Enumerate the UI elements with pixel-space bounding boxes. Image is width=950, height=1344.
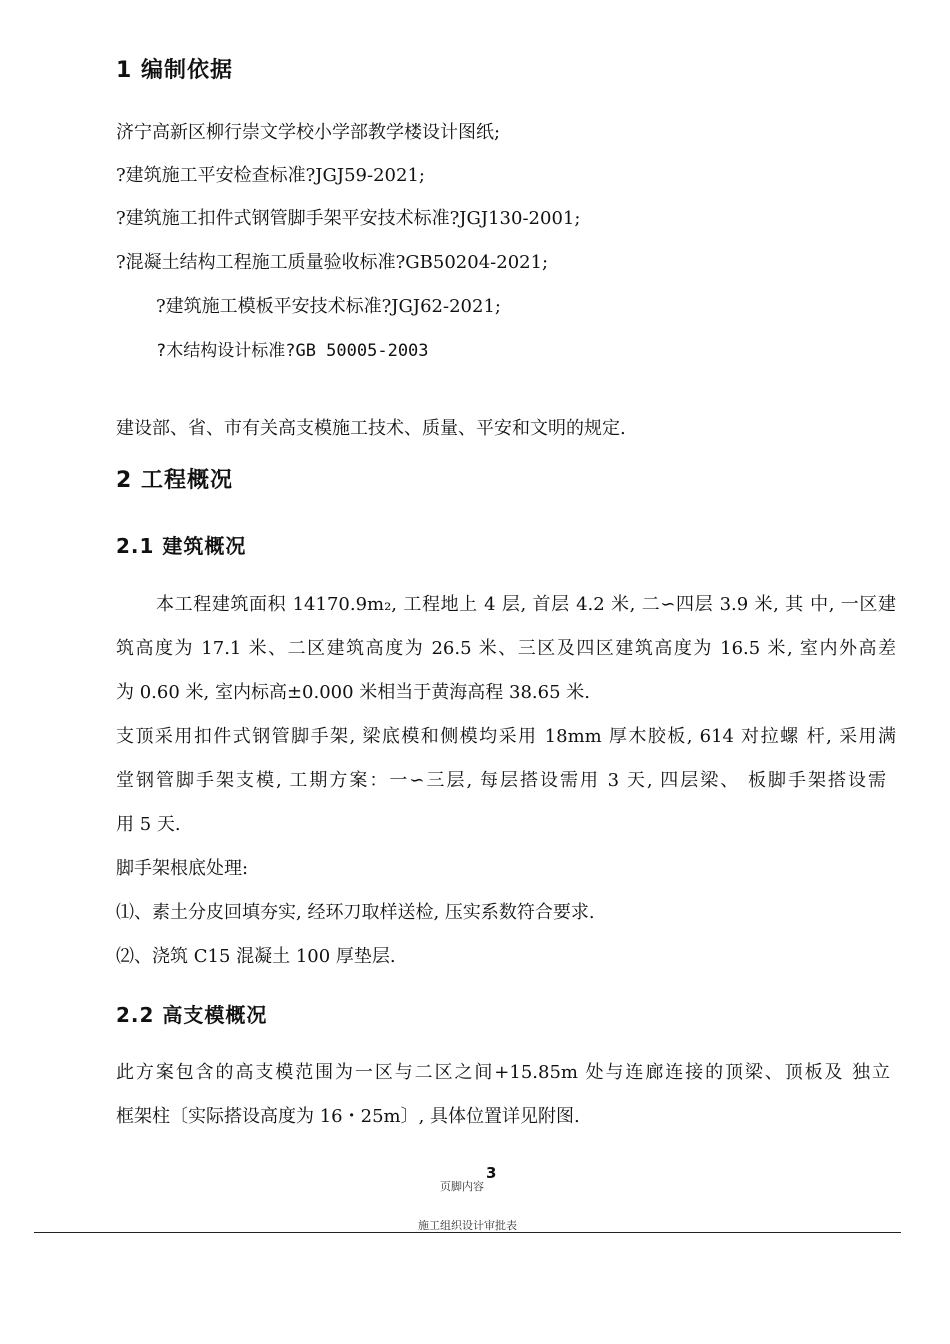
page-number: 3: [486, 1164, 497, 1182]
footer-label: 页脚内容: [440, 1180, 484, 1193]
paragraph-line: 框架柱〔实际搭设高度为 16・25m〕, 具体位置详见附图.: [116, 1106, 580, 1127]
basis-item: 建设部、省、市有关高支模施工技术、质量、平安和文明的规定.: [116, 418, 626, 439]
basis-item: 济宁高新区柳行崇文学校小学部教学楼设计图纸;: [116, 122, 501, 143]
treatment-item: ⑴、素土分皮回填夯实, 经环刀取样送检, 压实系数符合要求.: [116, 902, 595, 923]
paragraph-line: 本工程建筑面积 14170.9m₂, 工程地上 4 层, 首层 4.2 米, 二∽四层 3.9 米, 其 中, 一区建: [156, 594, 896, 615]
bottom-label: 施工组织设计审批表: [418, 1219, 517, 1232]
basis-item: ?建筑施工平安检查标准?JGJ59-2021;: [116, 165, 425, 186]
subsection-heading-building: 2.1 建筑概况: [116, 534, 247, 558]
basis-item: ?建筑施工模板平安技术标准?JGJ62-2021;: [156, 296, 501, 317]
paragraph-line: 支顶采用扣件式钢管脚手架, 梁底模和侧模均采用 18mm 厚木胶板, 614 对拉螺 杆, 采用满: [116, 726, 896, 747]
treatment-title: 脚手架根底处理:: [116, 858, 249, 879]
paragraph-line: 堂钢管脚手架支模, 工期方案：一∽三层, 每层搭设需用 3 天, 四层梁、 板脚手架搭设需: [116, 770, 886, 791]
basis-item: ?混凝土结构工程施工质量验收标准?GB50204-2021;: [116, 252, 549, 273]
paragraph-line: 此方案包含的高支模范围为一区与二区之间+15.85m 处与连廊连接的顶梁、顶板及 独立: [116, 1062, 890, 1083]
basis-item: ?建筑施工扣件式钢管脚手架平安技术标准?JGJ130-2001;: [116, 208, 581, 229]
paragraph-line: 用 5 天.: [116, 814, 181, 835]
footer-divider: [34, 1232, 901, 1233]
treatment-item: ⑵、浇筑 C15 混凝土 100 厚垫层.: [116, 946, 396, 967]
section-heading-basis: 1 编制依据: [116, 58, 233, 83]
paragraph-line: 筑高度为 17.1 米、二区建筑高度为 26.5 米、三区及四区建筑高度为 16.5 米, 室内外高差: [116, 638, 896, 659]
subsection-heading-high-formwork: 2.2 高支模概况: [116, 1003, 268, 1027]
basis-item: ?木结构设计标准?GB 50005-2003: [156, 341, 429, 361]
section-heading-overview: 2 工程概况: [116, 468, 233, 493]
paragraph-line: 为 0.60 米, 室内标高±0.000 米相当于黄海高程 38.65 米.: [116, 682, 590, 703]
